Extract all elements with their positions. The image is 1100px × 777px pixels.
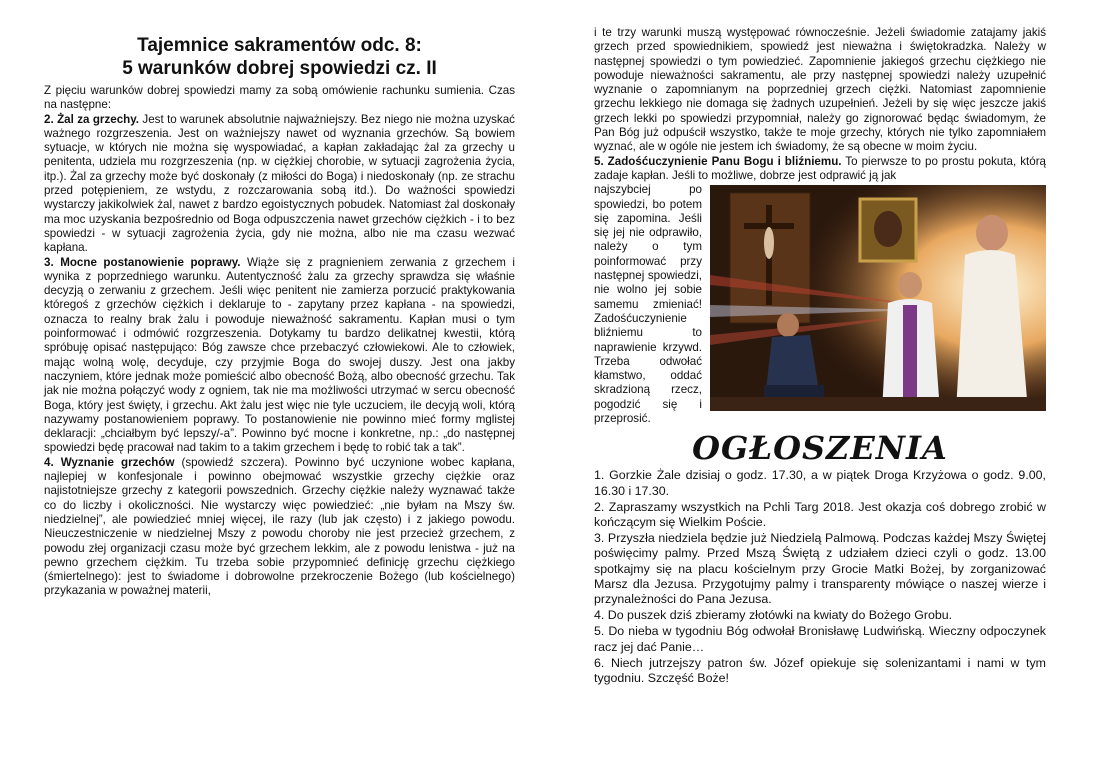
- confession-painting-art: [710, 185, 1046, 411]
- section-5-body-start: To pierwsze to po prostu pokuta, którą zadaje kapłan. Jeśli to możliwe, dobrze jest odprawić ją jak: [594, 154, 1046, 182]
- announcements-list: [594, 468, 1046, 686]
- section-3-body: Wiąże się z pragnieniem zerwania z grzechem i wynika z poprzedniego warunku. Autentyczność żalu za grzechy sprawdza się właśnie decyzją o zerwaniu z grzechem. Jeśli więc penitent nie zamierza porzucić praktykowania któregoś z grzechów ciężkich i deklaruje to - zapytany przez kapłana - na spowiedzi, oznacza to realny brak żalu i powoduje nieważność sakramentu. Kapłan musi o tym poinformować i odmówić rozgrzeszenia. Dotykamy tu bardzo delikatnej kwestii, którą spróbuję opisać następująco: Bóg zawsze chce przebaczyć człowiekowi. Ale to człowiek, mając wolną wolę, decyduje, czy przyjmie Boga do swojej duszy. Jest ona jakby naczyniem, które jednak może pomieścić albo obecność Bożą, albo obecność grzechu. Tak jak nie można połączyć wody z ogniem, tak nie ma możliwości utrzymać w sercu obecność Boga, który jest święty, i grzechu. Akt żalu jest więc nie tyle uczuciem, ile decyją woli, którą nazywamy postanowieniem poprawy. To postanowienie nie powinno mieć formy mglistej deklaracji: „chciałbym być lepszy/-a”. Powinno być mocne i konkretne, np.: „do następnej spowiedzi będę pracował nad takim to a takim grzechem i będę to robić tak a tak”.: [44, 255, 516, 455]
- section-3-heading: 3. Mocne postanowienie poprawy.: [44, 255, 241, 269]
- announcement-item: 6. Niech jutrzejszy patron św. Józef opiekuje się solenizantami i nami w tym tygodniu. Szczęść Boże!: [594, 655, 1046, 685]
- left-column: [44, 0, 515, 599]
- section-5-heading: 5. Zadośćuczynienie Panu Bogu i bliźniemu.: [594, 154, 842, 168]
- section-4-body: (spowiedź szczera). Powinno być uczynione wobec kapłana, najlepiej w konfesjonale i powinno obejmować wszystkie grzechy ciężkie oraz najistotniejsze grzechy z kategorii powszednich. Grzechy ciężkie należy wyznawać także co do liczby i okoliczności. Nie wystarczy więc powiedzieć: „nie byłam na Mszy św. niedzielnej”, ale powiedzieć mniej więcej, ile razy (lub jak często) i z jakiego powodu. Nieuczestniczenie w niedzielnej Mszy z powodu choroby nie jest przecież grzechem, z powodu złej organizacji czasu może być grzechem lekkim, ale z powodu lenistwa - już na pewno grzechem ciężkim. Tu trzeba sobie przypomnieć definicję grzechu ciężkiego (śmiertelnego): jest to świadome i dobrowolne przekroczenie Bożego (lub kościelnego) przykazania w poważnej materii,: [44, 455, 515, 598]
- section-5-body-continued: najszybciej po spowiedzi, bo potem się zapomina. Jeśli się jej nie odprawiło, należy o tym poinformować przy następnej spowiedzi, nie wolno jej sobie samemu zmieniać! Zadośćuczynienie bliźniemu to naprawienie krzywd. Trzeba odwołać kłamstwo, oddać skradzioną rzecz, pogodzić się i przeprosić.: [594, 183, 702, 426]
- right-column: [594, 26, 1046, 687]
- announcement-item: 2. Zapraszamy wszystkich na Pchli Targ 2018. Jest okazja coś dobrego zrobić w kończącym się Wielkim Poście.: [594, 499, 1046, 529]
- announcements-heading: OGŁOSZENIA: [692, 429, 948, 468]
- section-3: [44, 256, 515, 456]
- title-line-1: Tajemnice sakramentów odc. 8:: [137, 35, 422, 56]
- intro-paragraph: Z pięciu warunków dobrej spowiedzi mamy za sobą omówienie rachunku sumienia. Czas na następne:: [44, 84, 515, 112]
- section-5-intro: [594, 155, 1046, 184]
- title-line-2: 5 warunków dobrej spowiedzi cz. II: [122, 58, 437, 79]
- section-4: [44, 456, 515, 599]
- confession-painting: [710, 185, 1046, 411]
- continuation-paragraph: i te trzy warunki muszą występować równocześnie. Jeżeli świadomie zatajamy jakiś grzech przed spowiednikiem, spowiedź jest nieważna i świętokradzka. Należy w następnej spowiedzi o tym powiedzieć. Zapomnienie jakiegoś grzechu ciężkiego nie powoduje nieważności sakramentu, ale przy następnej spowiedzi należy uzupełnić wyznanie o zapomnianym na poprzedniej grzech ciężki. Natomiast zapomnienie grzechu lekkiego nie domaga się żadnych uzupełnień. Jeżeli by się więc jeszcze jakiś grzech lekki po spowiedzi przypomniał, należy go zignorować będąc świadomym, że Pan Bóg już odpuścił wszystko, także te moje grzechy, których nie tylko zapomniałem wyznać, ale w ogóle nie jestem ich świadomy, że są obecne w moim życiu.: [594, 26, 1046, 154]
- announcement-item: 3. Przyszła niedziela będzie już Niedzielą Palmową. Podczas każdej Mszy Świętej poświęcimy palmy. Przed Mszą Świętą z udziałem dzieci czyli o godz. 13.00 spotkajmy się na placu kościelnym przy Grocie Matki Bożej, by zorganizować Marsz dla Jezusa. Przygotujmy palmy i transparenty mówiące o naszej wierze i przynależności do Pana Jezusa.: [594, 531, 1046, 606]
- section-2: [44, 113, 515, 256]
- announcement-item: 1. Gorzkie Żale dzisiaj o godz. 17.30, a w piątek Droga Krzyżowa o godz. 9.00, 16.30 i 17.30.: [594, 468, 1046, 498]
- section-2-heading: 2. Żal za grzechy.: [44, 112, 140, 126]
- announcement-item: 5. Do nieba w tygodniu Bóg odwołał Bronisławę Ludwińską. Wieczny odpoczynek racz jej dać Panie…: [594, 624, 1046, 654]
- section-2-body: Jest to warunek absolutnie najważniejszy. Bez niego nie można uzyskać ważnego rozgrzeszenia. Jest on ważniejszy nawet od wyznania grzechów. Są bowiem sytuacje, w których nie można się wyspowiadać, a kapłan zakładając żal za grzechy u penitenta, udziela mu rozgrzeszenia (np. w ciężkiej chorobie, w sytuacji zagrożenia życia, itp.). Żal za grzechy może być doskonały (z miłości do Boga) i niedoskonały (np. ze strachu przed potępieniem, ze wstydu, z rozczarowania sobą itd.). Do ważności spowiedzi wystarczy jakikolwiek żal, nawet z bardzo egoistycznych pobudek. Natomiast żal doskonały ma moc uzyskania bezpośrednio od Boga odpuszczenia nawet grzechów ciężkich - i to bez spowiedzi - w sytuacji zagrożenia życia, gdy nie można, albo nie ma czasu wezwać kapłana.: [44, 112, 515, 255]
- announcement-item: 4. Do puszek dziś zbieramy złotówki na kwiaty do Bożego Grobu.: [594, 608, 953, 623]
- section-4-heading: 4. Wyznanie grzechów: [44, 455, 175, 469]
- article-title: [44, 34, 515, 80]
